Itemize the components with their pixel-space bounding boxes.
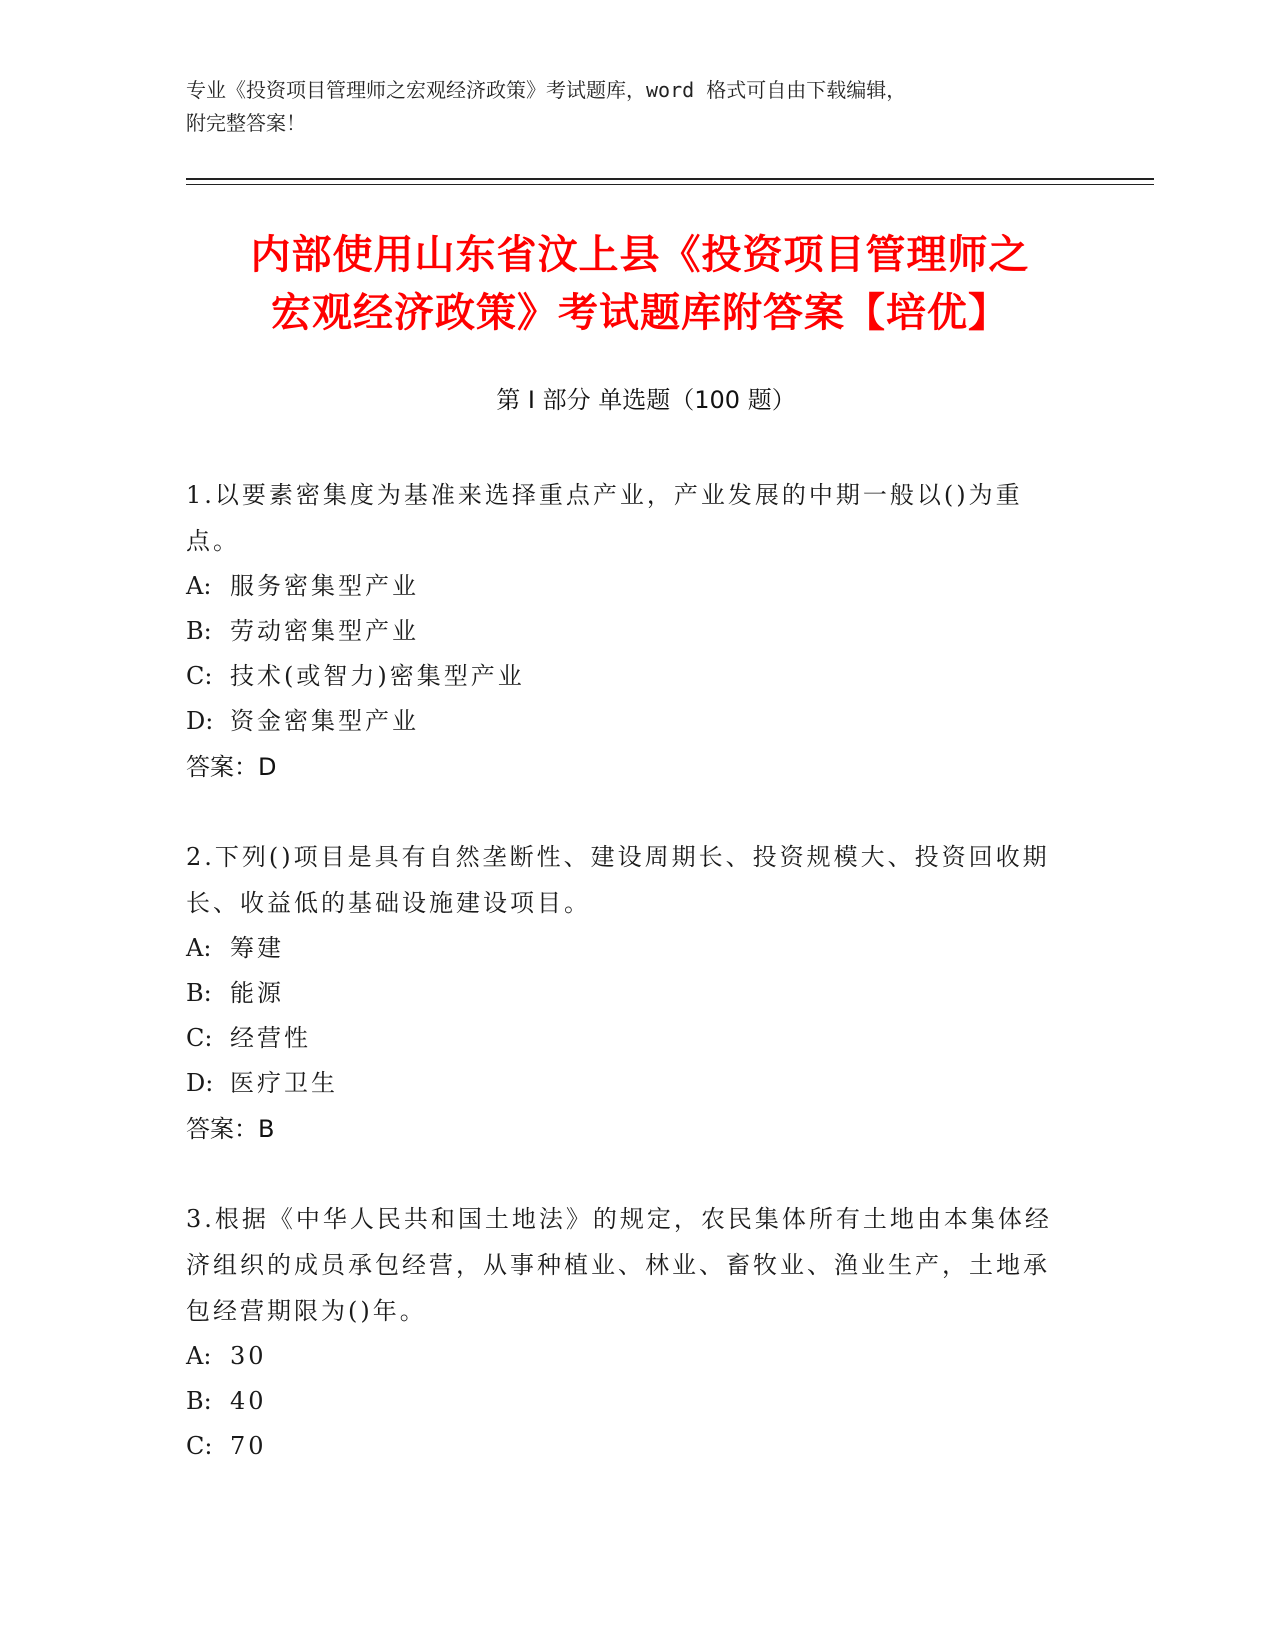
option-text: 技术(或智力)密集型产业 <box>230 662 525 690</box>
option-letter: C: <box>186 1432 213 1460</box>
option-text: 70 <box>230 1432 267 1460</box>
option-text: 筹建 <box>230 934 284 962</box>
header-note-line-1: 专业《投资项目管理师之宏观经济政策》考试题库，word 格式可自由下载编辑， <box>186 78 907 102</box>
header-divider-thin <box>186 184 1154 185</box>
option-a <box>186 1334 1066 1379</box>
option-letter: C: <box>186 1024 213 1052</box>
question-3 <box>186 1196 1066 1469</box>
option-text: 经营性 <box>230 1024 311 1052</box>
option-text: 医疗卫生 <box>230 1069 338 1097</box>
header-divider-thick <box>186 178 1154 180</box>
question-1 <box>186 472 1066 790</box>
document-title <box>180 226 1100 342</box>
option-b <box>186 971 1066 1016</box>
document-title-line-1: 内部使用山东省汶上县《投资项目管理师之 <box>250 232 1030 278</box>
question-list <box>186 472 1066 1513</box>
section-title: 第 I 部分 单选题（100 题） <box>496 386 796 414</box>
option-b <box>186 1379 1066 1424</box>
option-text: 资金密集型产业 <box>230 707 419 735</box>
option-text: 服务密集型产业 <box>230 572 419 600</box>
option-a <box>186 564 1066 609</box>
option-d <box>186 699 1066 744</box>
option-c <box>186 1016 1066 1061</box>
option-text: 劳动密集型产业 <box>230 617 419 645</box>
option-letter: B: <box>186 617 212 645</box>
document-title-line-2: 宏观经济政策》考试题库附答案【培优】 <box>271 290 1009 336</box>
question-stem: 1.以要素密集度为基准来选择重点产业，产业发展的中期一般以()为重点。 <box>186 481 1023 555</box>
option-d <box>186 1061 1066 1106</box>
option-letter: D: <box>186 1069 214 1097</box>
option-text: 能源 <box>230 979 284 1007</box>
header-note-line-2: 附完整答案！ <box>186 111 306 135</box>
question-stem: 2.下列()项目是具有自然垄断性、建设周期长、投资规模大、投资回收期长、收益低的基础设施建设项目。 <box>186 843 1050 917</box>
option-letter: A: <box>186 572 212 600</box>
answer-label: 答案：D <box>186 753 277 781</box>
option-c <box>186 654 1066 699</box>
option-letter: C: <box>186 662 213 690</box>
option-b <box>186 609 1066 654</box>
option-letter: D: <box>186 707 214 735</box>
header-note <box>186 74 1086 140</box>
option-letter: B: <box>186 979 212 1007</box>
option-text: 30 <box>230 1342 267 1370</box>
option-letter: B: <box>186 1387 212 1415</box>
option-text: 40 <box>230 1387 267 1415</box>
option-letter: A: <box>186 1342 212 1370</box>
option-a <box>186 926 1066 971</box>
answer-label: 答案：B <box>186 1115 275 1143</box>
question-2 <box>186 834 1066 1152</box>
option-letter: A: <box>186 934 212 962</box>
question-stem: 3.根据《中华人民共和国土地法》的规定，农民集体所有土地由本集体经济组织的成员承包经营，从事种植业、林业、畜牧业、渔业生产，土地承包经营期限为()年。 <box>186 1205 1052 1325</box>
option-c <box>186 1424 1066 1469</box>
